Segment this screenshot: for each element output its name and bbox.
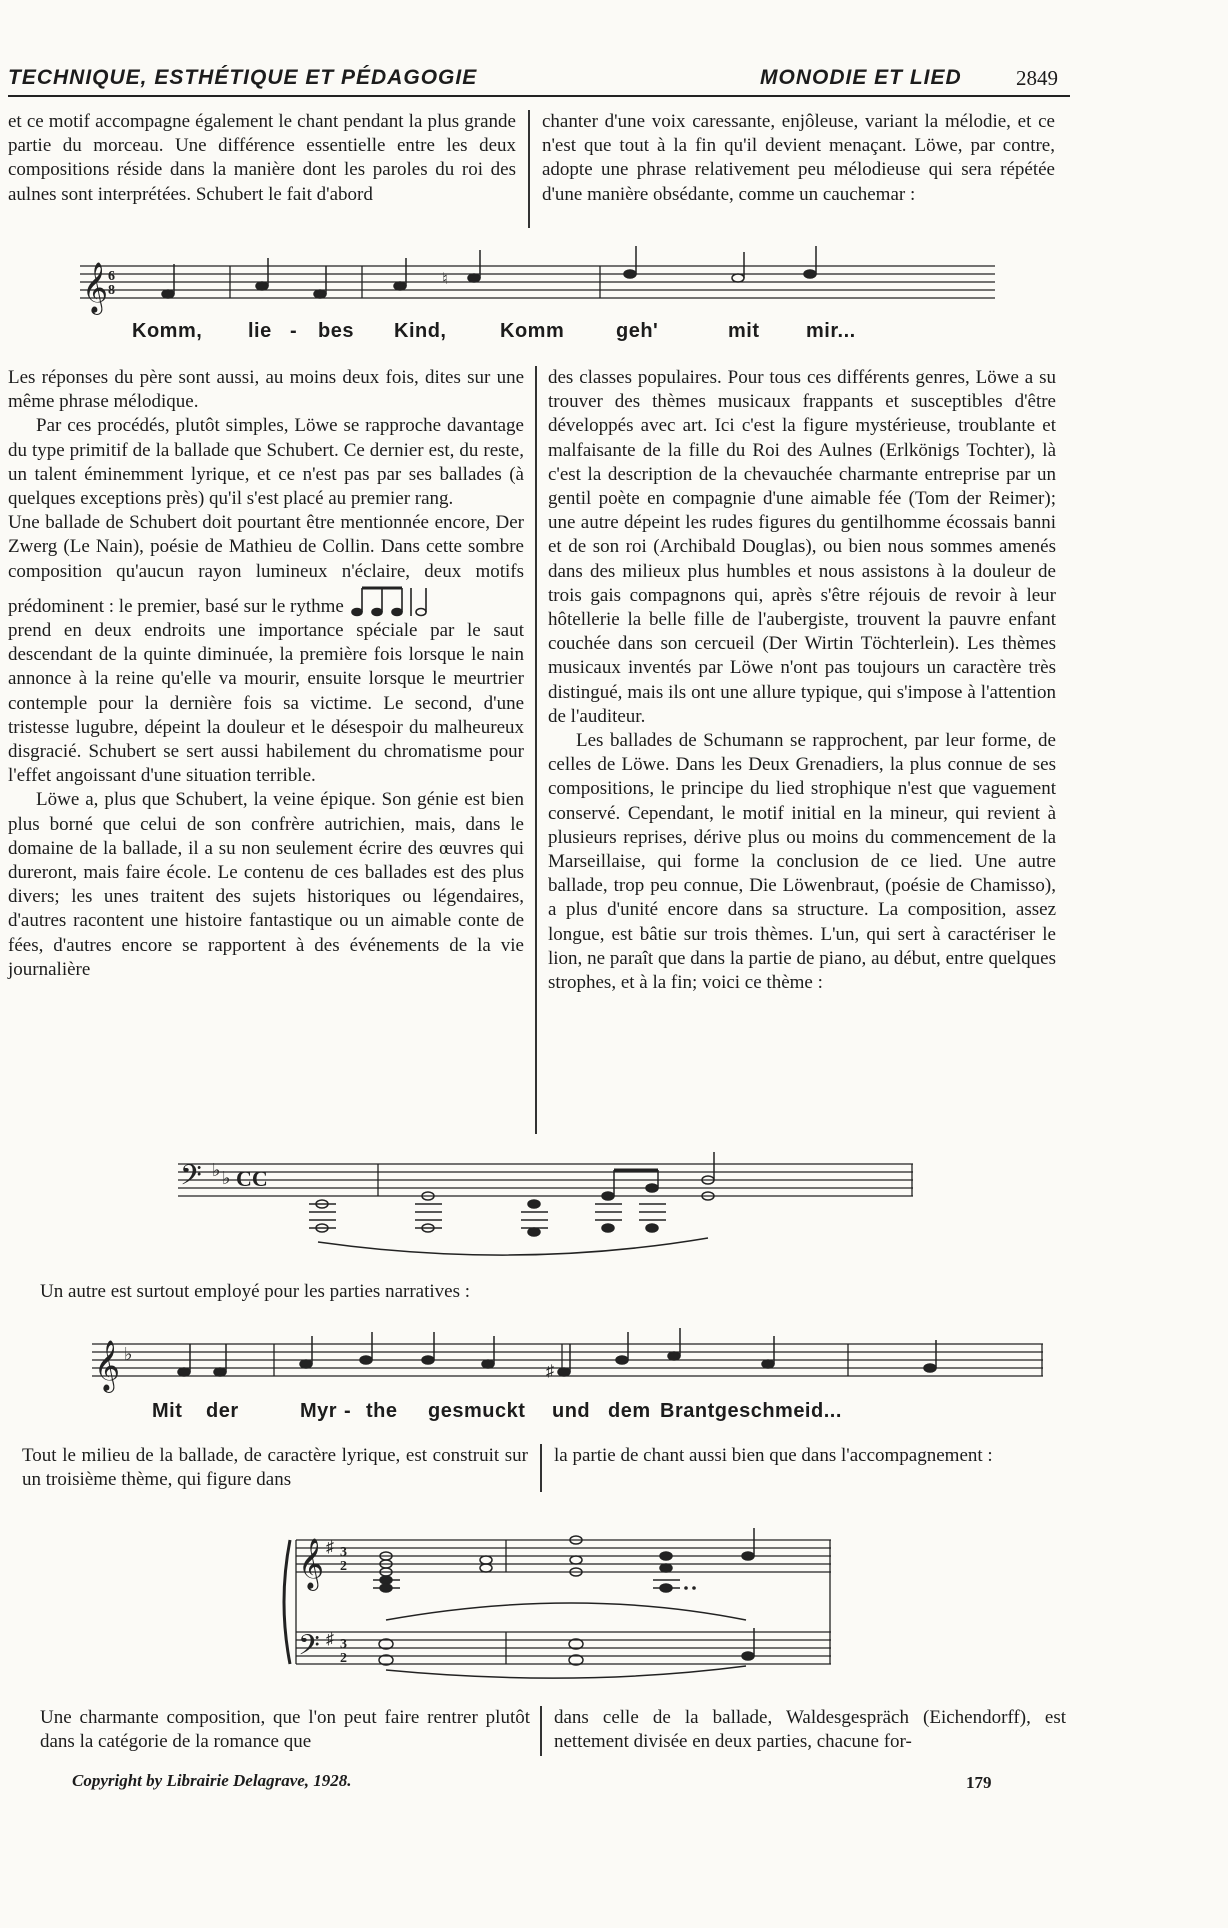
bottom-right-text: dans celle de la ballade, Waldesgespräch (Eichendorff), est nettement divisée en deux parties, chacune for-	[554, 1707, 1066, 1753]
lyric-5: Kind,	[394, 320, 447, 342]
lyric-3: -	[290, 320, 298, 342]
intro-right-text: chanter d'une voix caressante, enjôleuse, variant la mélodie, et ce n'est que tout à la fin qu'il devient menaçant. Löwe, par contre, adopte une phrase relativement peu mélodieuse qui sera répétée d'une manière obsédante, comme un cauchemar :	[542, 111, 1055, 205]
column-divider-3	[540, 1706, 542, 1756]
svg-text:♮: ♮	[442, 271, 448, 288]
lyric-6: Komm	[500, 320, 565, 342]
body-left-para-2: Par ces procédés, plutôt simples, Löwe se rapproche davantage du type primitif de la ballade que Schubert. Ce dernier est, du reste, un talent éminemment lyrique, et ce n'est pas par ses ballades (à quelques exceptions près) qu'il s'est placé au premier rang.	[8, 415, 524, 510]
svg-text:2: 2	[340, 1559, 347, 1574]
narrative-intro-text: Un autre est surtout employé pour les parties narratives :	[40, 1281, 471, 1302]
bottom-left-text: Une charmante composition, que l'on peut faire rentrer plutôt dans la catégorie de la romance que	[40, 1707, 530, 1753]
running-header-left: TECHNIQUE, ESTHÉTIQUE ET PÉDAGOGIE	[8, 66, 478, 89]
music-example-1	[70, 244, 1000, 324]
lyric-7: geh'	[616, 320, 659, 342]
lyrical-theme-right-text: la partie de chant aussi bien que dans l'accompagnement :	[554, 1445, 993, 1466]
body-left-para-4: prend en deux endroits une importance spéciale par le saut descendant de la quinte diminuée, la première fois lorsque le nain annonce à la reine qu'elle va mourir, ensuite lorsque le meurtrier contemple pour la dernière fois sa victime. Le second, d'une tristesse lugubre, dépeint la douleur et le désespoir du malheureux disgracié. Schubert se sert aussi habilement du chromatisme pour l'effet angoissant d'une situation terrible.	[8, 620, 524, 787]
lyric-3-5: the	[366, 1400, 398, 1422]
intro-left-column	[8, 110, 516, 207]
column-divider	[528, 110, 530, 228]
svg-text:♭: ♭	[124, 1344, 133, 1364]
svg-text:𝄞: 𝄞	[94, 1340, 121, 1391]
lyric-1: Komm,	[132, 320, 203, 342]
svg-text:𝄢: 𝄢	[180, 1159, 202, 1199]
lyric-3-7: und	[552, 1400, 591, 1422]
rhythm-figure	[349, 584, 435, 614]
music-example-4	[276, 1516, 836, 1686]
svg-text:8: 8	[108, 283, 115, 298]
copyright-footer: Copyright by Librairie Delagrave, 1928.	[72, 1771, 352, 1790]
svg-text:♯: ♯	[326, 1539, 334, 1556]
body-left-column	[8, 366, 524, 982]
narrative-intro	[40, 1280, 740, 1304]
svg-text:♭: ♭	[222, 1168, 231, 1188]
svg-text:♯: ♯	[546, 1363, 554, 1380]
intro-left-text: et ce motif accompagne également le chant pendant la plus grande partie du morceau. Une différence essentielle entre les deux compositions réside dans la manière dont les paroles du roi des aulnes sont interprétées. Schubert le fait d'abord	[8, 111, 516, 205]
svg-text:3: 3	[340, 1545, 347, 1560]
svg-text:𝄞: 𝄞	[298, 1538, 325, 1589]
lyric-4: bes	[318, 320, 354, 342]
body-left-para-3: Une ballade de Schubert doit pourtant être mentionnée encore, Der Zwerg (Le Nain), poésie de Mathieu de Collin. Dans cette sombre composition qu'aucun rayon lumineux n'éclaire, deux motifs prédominent : le premier, basé sur le rythme	[8, 512, 524, 617]
svg-text:𝄢: 𝄢	[298, 1629, 320, 1669]
column-divider-2	[540, 1444, 542, 1492]
lyric-3-8: dem	[608, 1400, 651, 1422]
body-right-column	[548, 366, 1056, 995]
lyric-3-4: -	[344, 1400, 352, 1422]
lyric-3-6: gesmuckt	[428, 1400, 526, 1422]
lyric-3-3: Myr	[300, 1400, 338, 1422]
lyric-8: mit	[728, 320, 760, 342]
music-example-3	[88, 1320, 1048, 1400]
music-example-2	[178, 1146, 918, 1276]
body-right-para-2: Les ballades de Schumann se rapprochent, par leur forme, de celles de Löwe. Dans les Deux Grenadiers, la plus connue de ses compositions, le principe du lied strophique n'est que vaguement conservé. Cependant, le motif initial en la mineur, qui revient à plusieurs reprises, dérive plus ou moins du commencement de la Marseillaise, qui forme la conclusion de ce lied. Une autre ballade, trop peu connue, Die Löwenbraut, (poésie de Chamisso), a plus d'unité encore dans sa structure. La composition, assez longue, est bâtie sur trois thèmes. L'un, qui sert à caractériser le lion, ne paraît que dans la partie de piano, au début, entre quelques strophes, et à la fin; voici ce thème :	[548, 730, 1056, 994]
svg-text:2: 2	[340, 1651, 347, 1666]
running-header-right: MONODIE ET LIED	[760, 66, 962, 89]
body-right-para-1: des classes populaires. Pour tous ces différents genres, Löwe a su trouver des thèmes musicaux frappants et susceptibles d'être développés avec art. Ici c'est la figure mystérieuse, troublante et malfaisante de la fille du Roi des Aulnes (Erlkönigs Tochter), là c'est la description de la chevauchée charmante entreprise par un gentil poète en compagnie d'une aimable fée (Tom der Reimer); une autre dépeint les rudes figures du gentilhomme écossais banni et de son roi (Archibald Douglas), ou bien nous sommes amenés dans des milieux plus humbles et nous assistons à la douleur de trois gais compagnons qui, après s'être réjouis de revoir à leur hôtellerie la belle fille de l'aubergiste, trouvent la pauvre enfant couchée dans son cercueil (Der Wirtin Töchterlein). Les thèmes musicaux inventés par Löwe n'ont pas toujours un caractère très distingué, mais ils ont une allure typique, qui s'impose à l'attention de l'auditeur.	[548, 367, 1056, 727]
svg-text:𝄞: 𝄞	[82, 262, 109, 313]
lyric-3-1: Mit	[152, 1400, 183, 1422]
body-left-para-5: Löwe a, plus que Schubert, la veine épique. Son génie est bien plus borné que celui de son confrère autrichien, mais, dans le domaine de la ballade, il a su non seulement écrire des œuvres qui dureront, mais faire école. Le contenu de ces ballades est des plus divers; les unes traitent des sujets historiques ou légendaires, d'autres racontent une histoire fantastique ou un aimable conte de fées, d'autres encore se rapportent à des événements de la vie journalière	[8, 789, 524, 980]
bottom-right	[554, 1706, 1066, 1754]
column-divider-body	[535, 366, 537, 1134]
svg-text:CC: CC	[236, 1166, 268, 1191]
lyrical-theme-right	[554, 1444, 1064, 1468]
lyric-3-2: der	[206, 1400, 239, 1422]
lyrical-theme-left	[22, 1444, 528, 1492]
lyric-2: lie	[248, 320, 272, 342]
svg-text:♭: ♭	[212, 1160, 221, 1180]
intro-right-column	[542, 110, 1055, 207]
page-number-header: 2849	[1016, 66, 1058, 90]
lyric-9: mir...	[806, 320, 856, 342]
page-number-footer: 179	[966, 1773, 992, 1792]
lyrical-theme-left-text: Tout le milieu de la ballade, de caractère lyrique, est construit sur un troisième thème, qui figure dans	[22, 1445, 528, 1491]
svg-text:3: 3	[340, 1637, 347, 1652]
lyric-3-9: Brantgeschmeid...	[660, 1400, 842, 1422]
svg-text:♯: ♯	[326, 1631, 334, 1648]
header-rule	[8, 95, 1070, 97]
bottom-left	[40, 1706, 530, 1754]
svg-text:6: 6	[108, 269, 115, 284]
body-left-para-1: Les réponses du père sont aussi, au moins deux fois, dites sur une même phrase mélodique.	[8, 367, 524, 413]
